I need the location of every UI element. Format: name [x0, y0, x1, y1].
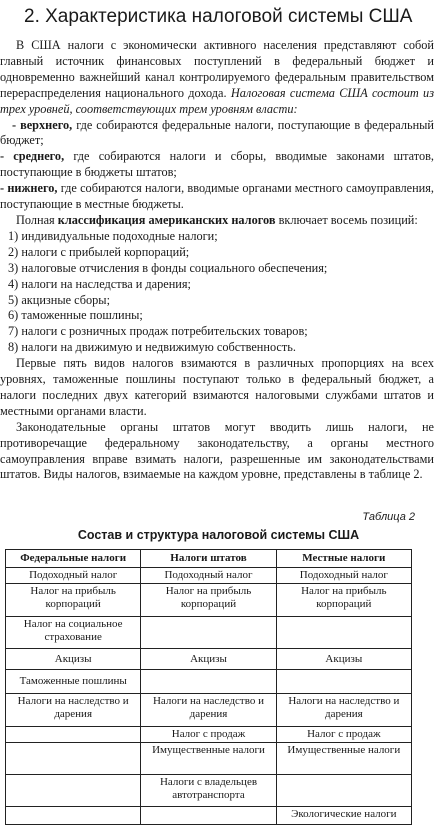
table-cell: Таможенные пошлины [6, 670, 141, 694]
table-row [6, 694, 412, 727]
table-cell [141, 807, 276, 825]
table-cell: Акцизы [6, 649, 141, 670]
table-row [6, 670, 412, 694]
table-cell: Подоходный налог [6, 568, 141, 584]
table-cell [141, 617, 276, 649]
table-header-row [6, 550, 412, 568]
table-row [6, 584, 412, 617]
table-cell [6, 775, 141, 807]
table-row [6, 727, 412, 743]
table-row [6, 743, 412, 775]
table-cell: Акцизы [276, 649, 411, 670]
table-cell [276, 617, 411, 649]
table-cell: Налог на прибыль корпораций [141, 584, 276, 617]
level-upper-term: - верхнего, [12, 117, 73, 132]
intro-text: В США налоги с экономически активного населения представляют собой главный источник финансовых поступлений в федеральный бюджет и одновременно важнейший канал контролируемого федеральным правительством перераспределения национального дохода. [0, 38, 434, 100]
intro-paragraph [0, 38, 434, 118]
level-middle-term: - среднего, [0, 149, 65, 164]
document-body [0, 38, 434, 483]
list-item: 5) акцизные сборы; [8, 292, 110, 307]
classification-post: включает восемь позиций: [278, 212, 418, 227]
table-row [6, 649, 412, 670]
table-cell: Имущественные налоги [276, 743, 411, 775]
table-row [6, 807, 412, 825]
level-middle-text: где собираются налоги и сборы, вводимые законами штатов, поступающие в бюджеты штатов; [0, 149, 434, 180]
table-cell [6, 727, 141, 743]
level-upper-text: где собираются федеральные налоги, поступающие в федеральный бюджет; [0, 117, 434, 148]
table-cell: Акцизы [141, 649, 276, 670]
header-federal: Федеральные налоги [6, 550, 141, 568]
table-row [6, 568, 412, 584]
list-item: 7) налоги с розничных продаж потребительских товаров; [8, 324, 308, 339]
table-cell [276, 775, 411, 807]
table-cell: Налог на социальное страхование [6, 617, 141, 649]
list-item: 3) налоговые отчисления в фонды социального обеспечения; [8, 260, 328, 275]
table-cell [6, 743, 141, 775]
list-item: 4) налоги на наследства и дарения; [8, 276, 191, 291]
level-lower-text: где собираются налоги, вводимые органами местного самоуправления, поступающие в местные бюджеты. [0, 181, 434, 212]
table-row [6, 775, 412, 807]
table-cell: Налоги на наследство и дарения [141, 694, 276, 727]
table-cell: Подоходный налог [141, 568, 276, 584]
legislative-paragraph: Законодательные органы штатов могут вводить лишь налоги, не противоречащие федеральному законодательству, а органы местного самоуправления вправе взимать налоги, разрешенные им законодательствами штатов. Виды налогов, взимаемые на каждом уровне, представлены в таблице 2. [0, 419, 434, 482]
list-item: 1) индивидуальные подоходные налоги; [8, 228, 218, 243]
page-title: 2. Характеристика налоговой системы США [24, 6, 413, 27]
table-cell: Подоходный налог [276, 568, 411, 584]
table-caption: Таблица 2 [362, 511, 415, 523]
header-local: Местные налоги [276, 550, 411, 568]
table-cell: Налог на прибыль корпораций [6, 584, 141, 617]
intro-italic-text: Налоговая система США состоит из трех уровней, соответствующих трем уровням власти: [0, 85, 435, 116]
table-cell: Налоги на наследство и дарения [6, 694, 141, 727]
list-item: 6) таможенные пошлины; [8, 308, 143, 323]
table-cell [141, 670, 276, 694]
list-item: 8) налоги на движимую и недвижимую собственность. [8, 340, 296, 355]
distribution-paragraph: Первые пять видов налогов взимаются в различных пропорциях на всех уровнях, таможенные пошлины поступают только в федеральный бюджет, а налоги последних двух категорий взимаются налоговыми службами штатов и местными органами власти. [0, 356, 434, 418]
list-item: 2) налоги с прибылей корпораций; [8, 244, 190, 259]
level-lower-term: - нижнего, [0, 181, 58, 196]
classification-bold: классификация американских налогов [57, 212, 276, 227]
level-upper [0, 118, 434, 150]
table-cell: Налог с продаж [141, 727, 276, 743]
table-cell: Налог с продаж [276, 727, 411, 743]
table-cell: Экологические налоги [276, 807, 411, 825]
table-cell: Налог на прибыль корпораций [276, 584, 411, 617]
header-state: Налоги штатов [141, 550, 276, 568]
table-cell [6, 807, 141, 825]
level-lower [0, 181, 434, 213]
table-cell: Налоги с владельцев автотранспорта [141, 775, 276, 807]
table-row [6, 617, 412, 649]
classification-pre: Полная [16, 212, 55, 227]
table-cell: Налоги на наследство и дарения [276, 694, 411, 727]
classification-paragraph [0, 213, 434, 229]
level-middle [0, 149, 434, 181]
table-cell: Имущественные налоги [141, 743, 276, 775]
tax-structure-table [5, 549, 412, 825]
table-cell [276, 670, 411, 694]
table-title: Состав и структура налоговой системы США [77, 528, 360, 542]
